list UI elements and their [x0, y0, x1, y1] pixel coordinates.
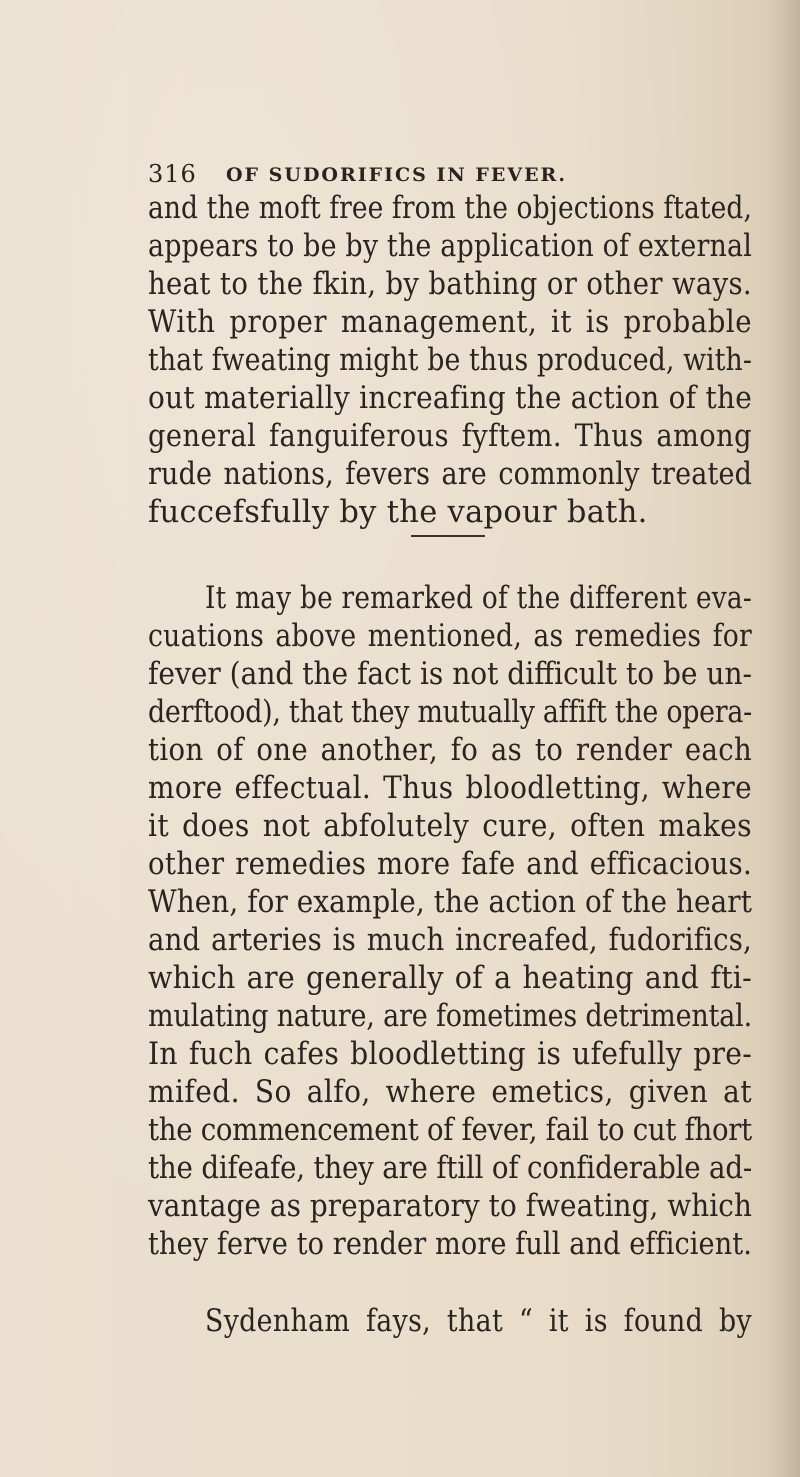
- text-line: mulating nature, are fometimes detrimental.: [148, 999, 753, 1034]
- text-line: Sydenham fays, that “ it is found by: [205, 1304, 752, 1339]
- text-line: cuations above mentioned, as remedies for: [148, 619, 753, 654]
- text-line: general fanguiferous fyftem. Thus among: [148, 419, 753, 454]
- text-line: tion of one another, fo as to render each: [148, 733, 753, 768]
- text-line: that fweating might be thus produced, with-: [148, 343, 752, 378]
- text-line: When, for example, the action of the heart: [148, 885, 752, 920]
- text-line: more effectual. Thus bloodletting, where: [148, 771, 752, 806]
- text-line: which are generally of a heating and fti-: [148, 961, 753, 996]
- text-line: they ferve to render more full and efficient.: [148, 1227, 753, 1262]
- text-line: appears to be by the application of external: [148, 229, 753, 264]
- section-divider: [411, 535, 485, 537]
- text-line: out materially increafing the action of the: [148, 381, 753, 416]
- text-line: In fuch cafes bloodletting is ufefully pre-: [148, 1037, 753, 1072]
- text-line: vantage as preparatory to fweating, which: [148, 1189, 752, 1224]
- running-title: OF SUDORIFICS IN FEVER.: [226, 164, 567, 186]
- text-line: other remedies more fafe and efficacious.: [148, 847, 753, 882]
- text-line: the commencement of fever, fail to cut fhort: [148, 1113, 752, 1148]
- text-line: heat to the fkin, by bathing or other ways.: [148, 267, 753, 302]
- text-line: mifed. So alfo, where emetics, given at: [148, 1075, 753, 1110]
- text-line: fever (and the fact is not difficult to be un-: [148, 657, 752, 692]
- text-line: and the moft free from the objections ftated,: [148, 191, 752, 226]
- text-line: It may be remarked of the different eva-: [205, 581, 752, 616]
- page-edge-shadow: [766, 0, 800, 1477]
- page-number: 316: [148, 160, 197, 188]
- text-line: derftood), that they mutually affift the opera-: [148, 695, 752, 730]
- text-line: it does not abfolutely cure, often makes: [148, 809, 752, 844]
- text-line: and arteries is much increafed, fudorifics,: [148, 923, 752, 958]
- text-line: the difeafe, they are ftill of confiderable ad-: [148, 1151, 752, 1186]
- text-line: rude nations, fevers are commonly treated: [148, 457, 753, 492]
- text-line: With proper management, it is probable: [148, 305, 753, 340]
- text-line: fuccefsfully by the vapour bath.: [148, 495, 648, 530]
